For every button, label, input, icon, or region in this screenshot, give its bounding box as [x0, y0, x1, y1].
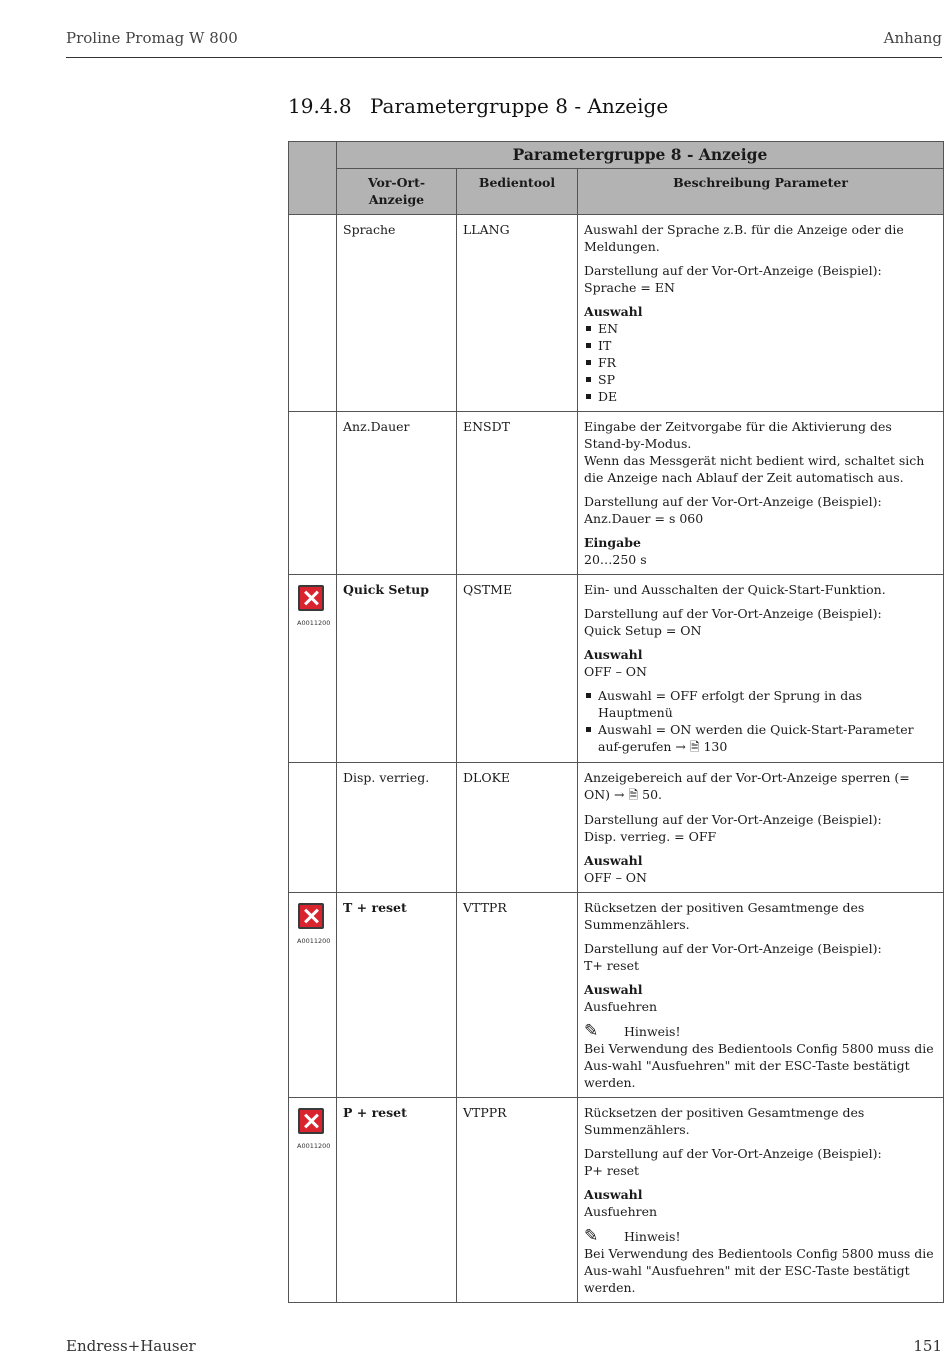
column-header-local-display: Vor-Ort-Anzeige: [337, 169, 457, 215]
parameter-description: [578, 215, 944, 412]
list-item: Auswahl = OFF erfolgt der Sprung in das Hauptmenü: [584, 687, 937, 721]
icon-code: A0011200: [297, 619, 331, 627]
list-item: IT: [584, 337, 937, 354]
operating-tool-name: VTPPR: [457, 1098, 578, 1303]
warning-cross-icon: [298, 1108, 324, 1134]
pencil-note-icon: ✎: [584, 1021, 599, 1041]
description-text: Ein- und Ausschalten der Quick-Start-Funktion.: [584, 582, 886, 597]
icon-cell: [289, 893, 337, 1098]
display-example: Darstellung auf der Vor-Ort-Anzeige (Beispiel): P+ reset: [584, 1146, 882, 1178]
page-header: [66, 27, 942, 58]
pencil-note-icon: ✎: [584, 1226, 599, 1246]
table-row: [289, 763, 944, 893]
parameter-table: [288, 141, 944, 1303]
table-row: [289, 412, 944, 575]
description-text: Eingabe der Zeitvorgabe für die Aktivierung des Stand-by-Modus. Wenn das Messgerät nicht bedient wird, schaltet sich die Anzeige nach Ablauf der Zeit automatisch aus.: [584, 419, 925, 485]
parameter-description: [578, 763, 944, 893]
options-list: [584, 687, 937, 756]
section-heading: [288, 94, 668, 118]
parameter-description: [578, 1098, 944, 1303]
icon-cell: [289, 1098, 337, 1303]
footer-brand: Endress+Hauser: [66, 1337, 196, 1355]
local-display-name: Sprache: [337, 215, 457, 412]
local-display-name: Quick Setup: [337, 575, 457, 763]
list-item: Auswahl = ON werden die Quick-Start-Parameter auf-gerufen → 🗎 130: [584, 721, 937, 756]
parameter-description: [578, 893, 944, 1098]
warning-cross-icon: [298, 903, 324, 929]
parameter-description: [578, 412, 944, 575]
operating-tool-name: DLOKE: [457, 763, 578, 893]
description-text: Auswahl der Sprache z.B. für die Anzeige oder die Meldungen.: [584, 222, 904, 254]
operating-tool-name: LLANG: [457, 215, 578, 412]
icon-column-header: [289, 142, 337, 215]
options: Auswahl Ausfuehren: [584, 1187, 658, 1219]
options: Auswahl OFF – ON: [584, 853, 647, 885]
local-display-name: T + reset: [337, 893, 457, 1098]
icon-cell: [289, 575, 337, 763]
page-reference-icon: 🗎: [689, 740, 700, 754]
display-example: Darstellung auf der Vor-Ort-Anzeige (Beispiel): Quick Setup = ON: [584, 606, 882, 638]
warning-cross-icon: [298, 585, 324, 611]
options: Auswahl OFF – ON: [584, 647, 647, 679]
parameter-description: [578, 575, 944, 763]
table-group-title: Parametergruppe 8 - Anzeige: [337, 142, 944, 169]
operating-tool-name: QSTME: [457, 575, 578, 763]
icon-cell: [289, 412, 337, 575]
page-number: 151: [913, 1337, 942, 1355]
column-header-description: Beschreibung Parameter: [578, 169, 944, 215]
options-heading: Auswahl: [584, 304, 643, 319]
operating-tool-name: VTTPR: [457, 893, 578, 1098]
local-display-name: Disp. verrieg.: [337, 763, 457, 893]
header-document-title: Proline Promag W 800: [66, 29, 238, 47]
description-text: Rücksetzen der positiven Gesamtmenge des Summenzählers.: [584, 900, 865, 932]
display-example: Darstellung auf der Vor-Ort-Anzeige (Beispiel): Disp. verrieg. = OFF: [584, 812, 882, 844]
list-item: EN: [584, 320, 937, 337]
list-item: FR: [584, 354, 937, 371]
input-range: Eingabe 20…250 s: [584, 535, 647, 567]
list-item: SP: [584, 371, 937, 388]
icon-code: A0011200: [297, 1142, 331, 1150]
local-display-name: Anz.Dauer: [337, 412, 457, 575]
note: ✎ Hinweis! Bei Verwendung des Bedientools Config 5800 muss die Aus-wahl "Ausfuehren" mit der ESC-Taste bestätigt werden.: [584, 1021, 934, 1090]
table-row: [289, 893, 944, 1098]
table-row: [289, 215, 944, 412]
icon-code: A0011200: [297, 937, 331, 945]
table-row: [289, 1098, 944, 1303]
display-example: Darstellung auf der Vor-Ort-Anzeige (Beispiel): T+ reset: [584, 941, 882, 973]
section-number: 19.4.8: [288, 94, 352, 118]
operating-tool-name: ENSDT: [457, 412, 578, 575]
list-item: DE: [584, 388, 937, 405]
local-display-name: P + reset: [337, 1098, 457, 1303]
icon-cell: [289, 215, 337, 412]
icon-cell: [289, 763, 337, 893]
section-title: Parametergruppe 8 - Anzeige: [370, 94, 669, 118]
options-list: [584, 320, 937, 405]
note: ✎ Hinweis! Bei Verwendung des Bedientools Config 5800 muss die Aus-wahl "Ausfuehren" mit der ESC-Taste bestätigt werden.: [584, 1226, 934, 1295]
description-text: Anzeigebereich auf der Vor-Ort-Anzeige sperren (= ON) → 🗎 50.: [584, 770, 910, 802]
description-text: Rücksetzen der positiven Gesamtmenge des Summenzählers.: [584, 1105, 865, 1137]
column-header-operating-tool: Bedientool: [457, 169, 578, 215]
page-reference-icon: 🗎: [628, 788, 639, 802]
options: Auswahl Ausfuehren: [584, 982, 658, 1014]
display-example: Darstellung auf der Vor-Ort-Anzeige (Beispiel): Sprache = EN: [584, 263, 882, 295]
header-chapter: Anhang: [883, 29, 942, 47]
table-row: [289, 575, 944, 763]
display-example: Darstellung auf der Vor-Ort-Anzeige (Beispiel): Anz.Dauer = s 060: [584, 494, 882, 526]
